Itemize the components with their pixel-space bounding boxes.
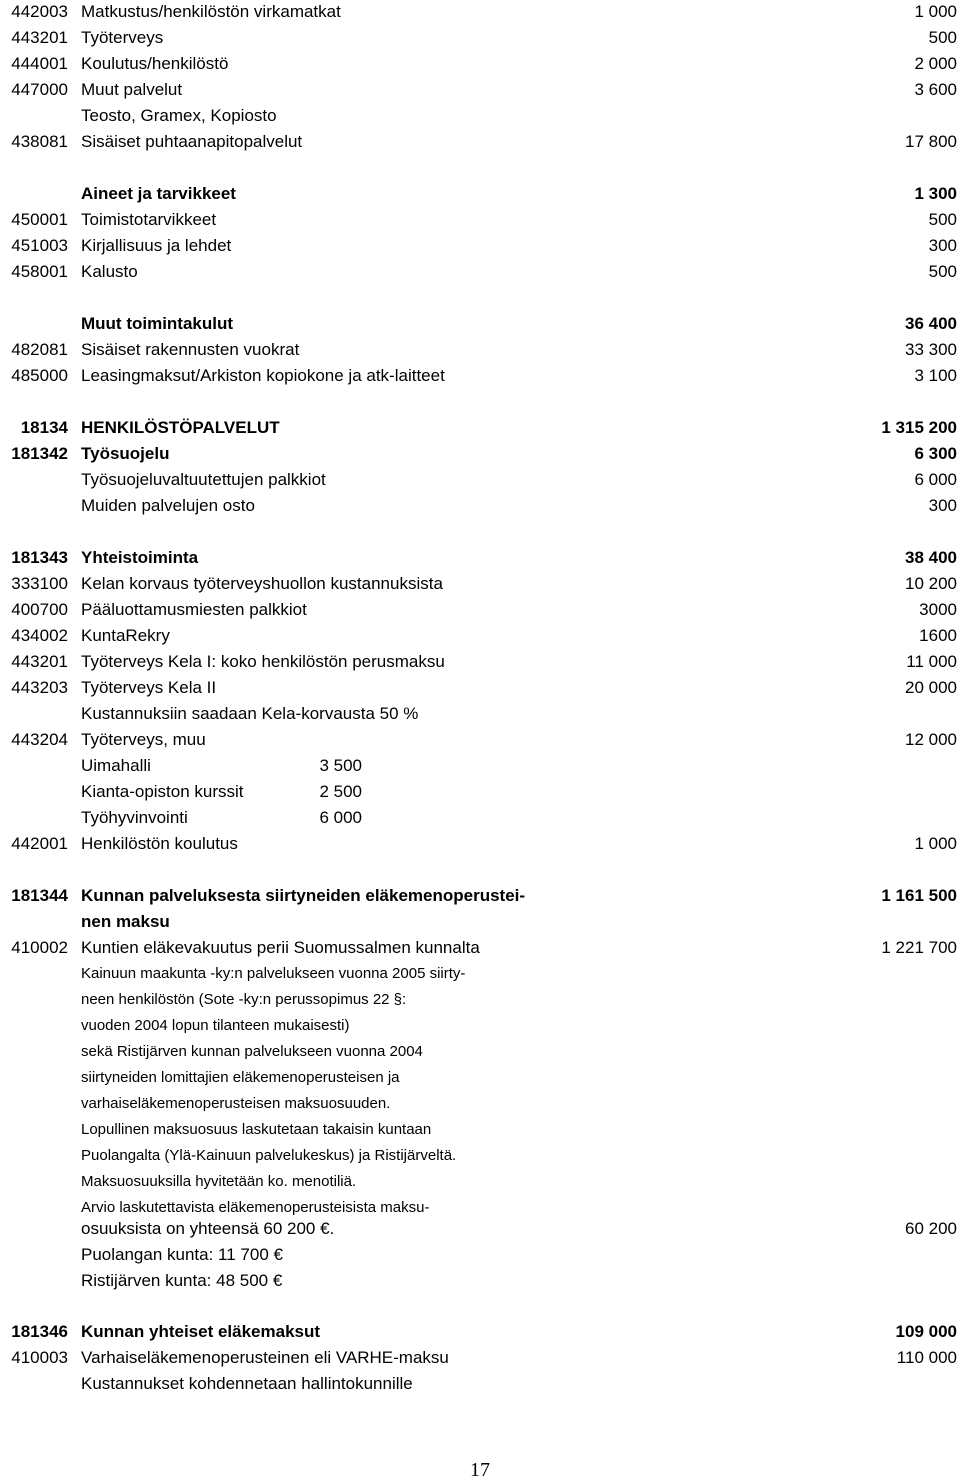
ledger-row bbox=[0, 652, 960, 678]
row-amount: 1 221 700 bbox=[881, 938, 957, 957]
ledger-row bbox=[0, 704, 960, 730]
ledger-row bbox=[0, 1094, 960, 1120]
ledger-row bbox=[0, 1271, 960, 1297]
account-code: 434002 bbox=[11, 626, 68, 645]
ledger-row bbox=[0, 678, 960, 704]
ledger-row bbox=[0, 886, 960, 912]
account-code: 443204 bbox=[11, 730, 68, 749]
account-code: 333100 bbox=[11, 574, 68, 593]
row-amount: 500 bbox=[928, 210, 957, 229]
ledger-row bbox=[0, 548, 960, 574]
row-label: Työsuojeluvaltuutettujen palkkiot bbox=[81, 470, 326, 489]
ledger-row bbox=[0, 444, 960, 470]
ledger-row bbox=[0, 964, 960, 990]
account-code: 181344 bbox=[11, 886, 68, 905]
account-code: 485000 bbox=[11, 366, 68, 385]
account-code: 443201 bbox=[11, 652, 68, 671]
row-amount: 109 000 bbox=[895, 1322, 957, 1341]
row-amount: 3000 bbox=[919, 600, 957, 619]
row-amount: 3 600 bbox=[914, 80, 957, 99]
row-amount: 3 100 bbox=[914, 366, 957, 385]
row-amount: 1 000 bbox=[914, 834, 957, 853]
row-label: Puolangalta (Ylä-Kainuun palvelukeskus) ja Ristijärveltä. bbox=[81, 1147, 457, 1164]
ledger-row bbox=[0, 912, 960, 938]
row-label: siirtyneiden lomittajien eläkemenoperusteisen ja bbox=[81, 1069, 400, 1086]
ledger-row bbox=[0, 938, 960, 964]
row-label: Työterveys bbox=[81, 28, 164, 47]
ledger-row bbox=[0, 990, 960, 1016]
ledger-row bbox=[0, 1120, 960, 1146]
row-amount: 20 000 bbox=[905, 678, 957, 697]
sub-amount: 2 500 bbox=[319, 782, 362, 801]
ledger-row bbox=[0, 730, 960, 756]
row-label: Matkustus/henkilöstön virkamatkat bbox=[81, 2, 341, 21]
ledger-row bbox=[0, 808, 960, 834]
ledger-row bbox=[0, 54, 960, 80]
ledger-row bbox=[0, 756, 960, 782]
row-label: Ristijärven kunta: 48 500 € bbox=[81, 1271, 283, 1290]
row-amount: 1 315 200 bbox=[881, 418, 957, 437]
row-label: Työterveys, muu bbox=[81, 730, 206, 749]
account-code: 443203 bbox=[11, 678, 68, 697]
account-code: 438081 bbox=[11, 132, 68, 151]
account-code: 400700 bbox=[11, 600, 68, 619]
row-label: Kainuun maakunta -ky:n palvelukseen vuonna 2005 siirty- bbox=[81, 965, 466, 982]
row-label: sekä Ristijärven kunnan palvelukseen vuonna 2004 bbox=[81, 1043, 423, 1060]
row-label: Yhteistoiminta bbox=[81, 548, 199, 567]
row-label: Puolangan kunta: 11 700 € bbox=[81, 1245, 283, 1264]
row-label: Kustannukset kohdennetaan hallintokunnille bbox=[81, 1374, 413, 1393]
row-amount: 1 161 500 bbox=[881, 886, 957, 905]
row-label: Maksuosuuksilla hyvitetään ko. menotiliä. bbox=[81, 1173, 357, 1190]
row-amount: 2 000 bbox=[914, 54, 957, 73]
account-code: 447000 bbox=[11, 80, 68, 99]
row-label: Kustannuksiin saadaan Kela-korvausta 50 % bbox=[81, 704, 419, 723]
ledger-row bbox=[0, 236, 960, 262]
account-code: 181346 bbox=[11, 1322, 68, 1341]
row-label: KuntaRekry bbox=[81, 626, 170, 645]
account-code: 443201 bbox=[11, 28, 68, 47]
ledger-row bbox=[0, 1068, 960, 1094]
ledger-row bbox=[0, 600, 960, 626]
row-label: Sisäiset rakennusten vuokrat bbox=[81, 340, 300, 359]
row-label: Kuntien eläkevakuutus perii Suomussalmen kunnalta bbox=[81, 938, 480, 957]
ledger-row bbox=[0, 782, 960, 808]
account-code: 442001 bbox=[11, 834, 68, 853]
row-label: Muiden palvelujen osto bbox=[81, 496, 255, 515]
row-label: neen henkilöstön (Sote -ky:n perussopimus 22 §: bbox=[81, 991, 407, 1008]
account-code: 458001 bbox=[11, 262, 68, 281]
row-amount: 6 000 bbox=[914, 470, 957, 489]
row-amount: 11 000 bbox=[906, 652, 957, 671]
row-label: Muut toimintakulut bbox=[81, 314, 234, 333]
row-amount: 500 bbox=[928, 262, 957, 281]
row-label: Kelan korvaus työterveyshuollon kustannuksista bbox=[81, 574, 443, 593]
ledger-row bbox=[0, 262, 960, 288]
row-label: Sisäiset puhtaanapitopalvelut bbox=[81, 132, 303, 151]
row-label: osuuksista on yhteensä 60 200 €. bbox=[81, 1219, 335, 1238]
ledger-row bbox=[0, 28, 960, 54]
row-label: Työsuojelu bbox=[81, 444, 170, 463]
ledger-row bbox=[0, 184, 960, 210]
row-amount: 17 800 bbox=[905, 132, 957, 151]
ledger-row bbox=[0, 314, 960, 340]
row-label: varhaiseläkemenoperusteisen maksuosuuden. bbox=[81, 1095, 391, 1112]
row-label: Muut palvelut bbox=[81, 80, 183, 99]
ledger-row bbox=[0, 470, 960, 496]
row-label: Leasingmaksut/Arkiston kopiokone ja atk-laitteet bbox=[81, 366, 445, 385]
ledger-row bbox=[0, 366, 960, 392]
row-amount: 36 400 bbox=[905, 314, 957, 333]
row-amount: 300 bbox=[928, 236, 957, 255]
sub-amount: 6 000 bbox=[319, 808, 362, 827]
account-code: 18134 bbox=[20, 418, 68, 437]
ledger-row bbox=[0, 80, 960, 106]
sub-amount: 3 500 bbox=[319, 756, 362, 775]
ledger-row bbox=[0, 1172, 960, 1198]
ledger-row bbox=[0, 834, 960, 860]
row-label: Lopullinen maksuosuus laskutetaan takaisin kuntaan bbox=[81, 1121, 432, 1138]
ledger-row bbox=[0, 2, 960, 28]
row-label: Työterveys Kela II bbox=[81, 678, 217, 697]
ledger-row bbox=[0, 1219, 960, 1245]
row-label: Varhaiseläkemenoperusteinen eli VARHE-maksu bbox=[81, 1348, 449, 1367]
ledger-row bbox=[0, 1016, 960, 1042]
ledger-row bbox=[0, 1348, 960, 1374]
ledger-row bbox=[0, 1146, 960, 1172]
account-code: 450001 bbox=[11, 210, 68, 229]
row-label: Henkilöstön koulutus bbox=[81, 834, 238, 853]
row-label: Kalusto bbox=[81, 262, 138, 281]
ledger-row bbox=[0, 340, 960, 366]
row-label: Kirjallisuus ja lehdet bbox=[81, 236, 232, 255]
ledger-row bbox=[0, 132, 960, 158]
row-label: Kunnan palveluksesta siirtyneiden eläkemenoperustei- bbox=[81, 886, 526, 905]
account-code: 410003 bbox=[11, 1348, 68, 1367]
page-number: 17 bbox=[470, 1459, 490, 1481]
row-label: Työhyvinvointi bbox=[81, 808, 188, 827]
ledger-row bbox=[0, 574, 960, 600]
ledger-row bbox=[0, 1374, 960, 1400]
row-amount: 110 000 bbox=[896, 1348, 957, 1367]
ledger-row bbox=[0, 626, 960, 652]
row-amount: 33 300 bbox=[905, 340, 957, 359]
ledger-row bbox=[0, 496, 960, 522]
row-amount: 1600 bbox=[919, 626, 957, 645]
account-code: 181342 bbox=[11, 444, 68, 463]
row-amount: 6 300 bbox=[914, 444, 957, 463]
row-amount: 300 bbox=[928, 496, 957, 515]
ledger-row bbox=[0, 210, 960, 236]
row-label: Arvio laskutettavista eläkemenoperusteisista maksu- bbox=[81, 1199, 430, 1216]
account-code: 444001 bbox=[11, 54, 68, 73]
ledger-row bbox=[0, 106, 960, 132]
ledger-row bbox=[0, 1322, 960, 1348]
row-amount: 10 200 bbox=[905, 574, 957, 593]
row-label: Uimahalli bbox=[81, 756, 151, 775]
account-code: 482081 bbox=[11, 340, 68, 359]
row-amount: 1 000 bbox=[914, 2, 957, 21]
row-label: HENKILÖSTÖPALVELUT bbox=[81, 418, 280, 437]
row-label: Aineet ja tarvikkeet bbox=[81, 184, 236, 203]
row-label: nen maksu bbox=[81, 912, 170, 931]
row-amount: 12 000 bbox=[905, 730, 957, 749]
row-amount: 1 300 bbox=[914, 184, 957, 203]
row-label: Toimistotarvikkeet bbox=[81, 210, 217, 229]
ledger-row bbox=[0, 1042, 960, 1068]
ledger-row bbox=[0, 418, 960, 444]
account-code: 181343 bbox=[11, 548, 68, 567]
row-label: vuoden 2004 lopun tilanteen mukaisesti) bbox=[81, 1017, 350, 1034]
ledger-row bbox=[0, 1245, 960, 1271]
row-label: Työterveys Kela I: koko henkilöstön perusmaksu bbox=[81, 652, 445, 671]
row-amount: 38 400 bbox=[905, 548, 957, 567]
row-label: Kunnan yhteiset eläkemaksut bbox=[81, 1322, 321, 1341]
row-label: Pääluottamusmiesten palkkiot bbox=[81, 600, 307, 619]
row-label: Koulutus/henkilöstö bbox=[81, 54, 229, 73]
row-amount: 500 bbox=[928, 28, 957, 47]
row-label: Kianta-opiston kurssit bbox=[81, 782, 244, 801]
account-code: 442003 bbox=[11, 2, 68, 21]
account-code: 451003 bbox=[11, 236, 68, 255]
row-amount: 60 200 bbox=[905, 1219, 957, 1238]
row-label: Teosto, Gramex, Kopiosto bbox=[81, 106, 277, 125]
account-code: 410002 bbox=[11, 938, 68, 957]
